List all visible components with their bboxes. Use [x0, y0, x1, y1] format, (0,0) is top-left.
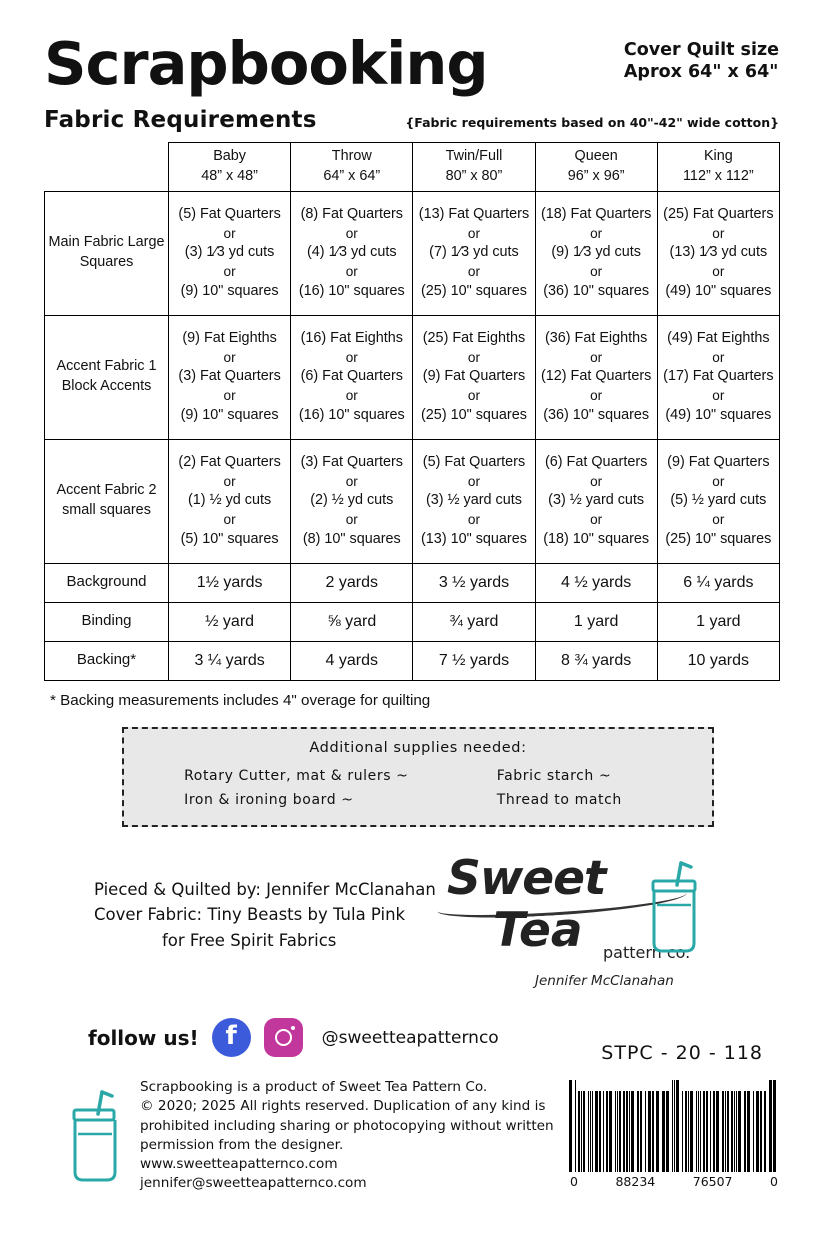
- cell-accent1-throw: (16) Fat Eighths or (6) Fat Quarters or (16) 10" squares: [291, 315, 413, 439]
- column-dim: 80” x 80”: [445, 167, 503, 184]
- cell-backing-queen: 8 ¾ yards: [535, 641, 657, 680]
- website-url[interactable]: www.sweetteapatternco.com: [140, 1156, 338, 1173]
- cell-binding-baby: ½ yard: [169, 602, 291, 641]
- cell-binding-twin-full: ¾ yard: [413, 602, 535, 641]
- row-label-backing: Backing*: [45, 641, 169, 680]
- cell-main-queen: (18) Fat Quarters or (9) 1⁄3 yd cuts or (36) 10" squares: [535, 191, 657, 315]
- cell-main-throw: (8) Fat Quarters or (4) 1⁄3 yd cuts or (16) 10" squares: [291, 191, 413, 315]
- cell-background-queen: 4 ½ yards: [535, 563, 657, 602]
- logo-sweet-text: Sweet: [447, 850, 606, 906]
- cell-accent1-queen: (36) Fat Eighths or (12) Fat Quarters or (36) 10" squares: [535, 315, 657, 439]
- credit-fabric-house: for Free Spirit Fabrics: [162, 930, 337, 950]
- page-header: [44, 0, 779, 98]
- barcode-block: [569, 1080, 779, 1189]
- table-row-accent-fabric-1: [45, 315, 780, 439]
- mason-jar-icon-footer: [62, 1088, 128, 1189]
- sweet-tea-logo: [431, 845, 761, 1015]
- legal-line-2: © 2020; 2025 All rights reserved. Duplication of any kind is: [140, 1098, 546, 1115]
- table-corner-cell: [45, 143, 169, 192]
- page-title: Scrapbooking: [44, 29, 488, 98]
- cell-backing-twin-full: 7 ½ yards: [413, 641, 535, 680]
- contact-email[interactable]: jennifer@sweetteapatternco.com: [140, 1175, 367, 1192]
- fabric-requirements-header: [44, 107, 779, 133]
- supplies-item: Rotary Cutter, mat & rulers ~: [184, 767, 409, 784]
- fabric-requirements-table: [44, 142, 780, 681]
- supplies-item: Thread to match: [496, 792, 622, 809]
- row-label-accent-fabric-2: Accent Fabric 2 small squares: [45, 439, 169, 563]
- cell-main-baby: (5) Fat Quarters or (3) 1⁄3 yd cuts or (9) 10" squares: [169, 191, 291, 315]
- cell-accent2-baby: (2) Fat Quarters or (1) ½ yd cuts or (5) 10" squares: [169, 439, 291, 563]
- column-name: Throw: [331, 148, 372, 164]
- cell-accent2-king: (9) Fat Quarters or (5) ½ yard cuts or (25) 10" squares: [657, 439, 779, 563]
- barcode-numbers: [569, 1174, 779, 1189]
- row-label-main-fabric: Main Fabric Large Squares: [45, 191, 169, 315]
- cell-binding-throw: ⅝ yard: [291, 602, 413, 641]
- backing-footnote: * Backing measurements includes 4" overage for quilting: [50, 691, 431, 709]
- cell-accent1-king: (49) Fat Eighths or (17) Fat Quarters or (49) 10" squares: [657, 315, 779, 439]
- instagram-lens: [275, 1029, 292, 1046]
- row-label-binding: Binding: [45, 602, 169, 641]
- credits-and-logo: [44, 850, 779, 1007]
- barcode-right-digit: 0: [770, 1174, 778, 1189]
- social-handle: @sweetteapatternco: [321, 1027, 499, 1048]
- fabric-width-note: {Fabric requirements based on 40"-42" wide cotton}: [405, 115, 779, 130]
- table-row-backing: [45, 641, 780, 680]
- cell-accent1-baby: (9) Fat Eighths or (3) Fat Quarters or (9) 10" squares: [169, 315, 291, 439]
- credit-pieced-quilted: Pieced & Quilted by: Jennifer McClanahan: [94, 879, 436, 899]
- column-header-twin-full: [413, 143, 535, 192]
- supplies-title: Additional supplies needed:: [309, 739, 527, 756]
- supplies-left-column: [168, 764, 408, 813]
- column-name: Baby: [213, 148, 246, 164]
- cell-accent2-twin-full: (5) Fat Quarters or (3) ½ yard cuts or (13) 10" squares: [413, 439, 535, 563]
- cover-quilt-size: [624, 40, 779, 93]
- row-label-background: Background: [45, 563, 169, 602]
- cell-background-twin-full: 3 ½ yards: [413, 563, 535, 602]
- column-header-king: [657, 143, 779, 192]
- cell-accent1-twin-full: (25) Fat Eighths or (9) Fat Quarters or (25) 10" squares: [413, 315, 535, 439]
- column-name: Queen: [574, 148, 618, 164]
- table-row-main-fabric: [45, 191, 780, 315]
- cell-main-king: (25) Fat Quarters or (13) 1⁄3 yd cuts or (49) 10" squares: [657, 191, 779, 315]
- supplies-columns: [124, 764, 712, 813]
- column-dim: 96” x 96”: [567, 167, 625, 184]
- cell-backing-throw: 4 yards: [291, 641, 413, 680]
- legal-line-1: Scrapbooking is a product of Sweet Tea Pattern Co.: [140, 1079, 488, 1095]
- instagram-dot: [291, 1026, 295, 1030]
- column-dim: 64” x 64”: [323, 167, 381, 184]
- column-header-queen: [535, 143, 657, 192]
- cell-background-throw: 2 yards: [291, 563, 413, 602]
- cell-background-baby: 1½ yards: [169, 563, 291, 602]
- table-row-accent-fabric-2: [45, 439, 780, 563]
- logo-pattern-co-text: pattern co.: [603, 942, 691, 962]
- cell-background-king: 6 ¼ yards: [657, 563, 779, 602]
- column-header-throw: [291, 143, 413, 192]
- barcode-left-digit: 0: [570, 1174, 578, 1189]
- column-dim: 112” x 112”: [683, 167, 754, 184]
- column-dim: 48” x 48”: [201, 167, 258, 184]
- barcode-image: [569, 1080, 779, 1172]
- cover-size-line2: Aprox 64" x 64": [623, 62, 779, 83]
- logo-tea-text: Tea: [493, 902, 583, 958]
- table-header-row: [45, 143, 780, 192]
- follow-us-row: [88, 1018, 499, 1057]
- facebook-icon[interactable]: f: [212, 1018, 251, 1057]
- legal-line-3: prohibited including sharing or photocopying without written: [140, 1117, 554, 1134]
- cell-backing-baby: 3 ¼ yards: [169, 641, 291, 680]
- row-label-accent-fabric-1: Accent Fabric 1 Block Accents: [45, 315, 169, 439]
- sku-code: STPC - 20 - 118: [601, 1042, 763, 1064]
- cover-size-line1: Cover Quilt size: [623, 40, 779, 61]
- supplies-item: Iron & ironing board ~: [184, 792, 354, 809]
- barcode-group-1: 88234: [615, 1174, 656, 1189]
- credit-cover-fabric: Cover Fabric: Tiny Beasts by Tula Pink: [94, 905, 406, 925]
- logo-designer-signature: Jennifer McClanahan: [535, 972, 674, 989]
- supplies-item: Fabric starch ~: [496, 767, 612, 784]
- table-row-background: [45, 563, 780, 602]
- legal-text: [140, 1078, 560, 1194]
- cell-binding-king: 1 yard: [657, 602, 779, 641]
- cell-accent2-queen: (6) Fat Quarters or (3) ½ yard cuts or (18) 10" squares: [535, 439, 657, 563]
- cell-binding-queen: 1 yard: [535, 602, 657, 641]
- column-name: King: [703, 148, 733, 164]
- mason-jar-icon: [637, 861, 711, 962]
- barcode-group-2: 76507: [692, 1174, 733, 1189]
- cell-main-twin-full: (13) Fat Quarters or (7) 1⁄3 yd cuts or (25) 10" squares: [413, 191, 535, 315]
- instagram-icon[interactable]: [264, 1018, 303, 1057]
- legal-line-4: permission from the designer.: [140, 1136, 344, 1153]
- column-name: Twin/Full: [445, 148, 503, 164]
- supplies-right-column: [497, 764, 668, 813]
- follow-us-label: follow us!: [88, 1025, 199, 1050]
- cell-backing-king: 10 yards: [657, 641, 779, 680]
- table-row-binding: [45, 602, 780, 641]
- cell-accent2-throw: (3) Fat Quarters or (2) ½ yd cuts or (8) 10" squares: [291, 439, 413, 563]
- column-header-baby: [169, 143, 291, 192]
- additional-supplies-box: [122, 727, 714, 827]
- fabric-requirements-title: Fabric Requirements: [44, 107, 317, 133]
